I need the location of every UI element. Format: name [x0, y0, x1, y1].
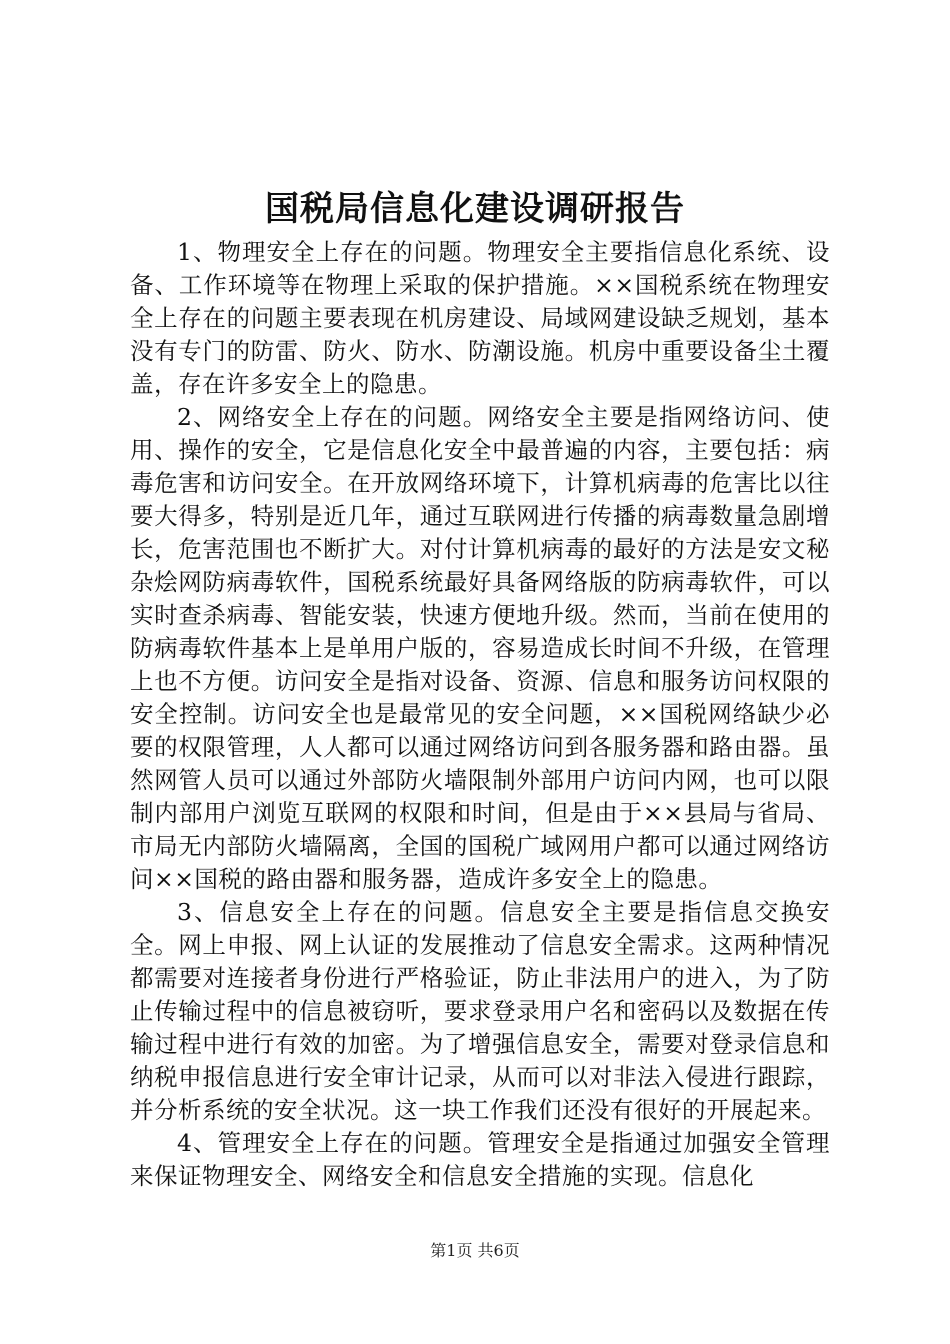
- paragraph-physical-security: 1、物理安全上存在的问题。物理安全主要指信息化系统、设备、工作环境等在物理上采取的保护措施。××国税系统在物理安全上存在的问题主要表现在机房建设、局域网建设缺乏规划，基本没有专门的防雷、防火、防水、防潮设施。机房中重要设备尘土覆盖，存在许多安全上的隐患。: [130, 238, 830, 398]
- page-number-footer: 第1页 共6页: [430, 1241, 520, 1260]
- paragraph-information-security: 3、信息安全上存在的问题。信息安全主要是指信息交换安全。网上申报、网上认证的发展推动了信息安全需求。这两种情况都需要对连接者身份进行严格验证，防止非法用户的进入，为了防止传输过程中的信息被窃听，要求登录用户名和密码以及数据在传输过程中进行有效的加密。为了增强信息安全，需要对登录信息和纳税申报信息进行安全审计记录，从而可以对非法入侵进行跟踪，并分析系统的安全状况。这一块工作我们还没有很好的开展起来。: [130, 898, 830, 1124]
- paragraph-network-security: 2、网络安全上存在的问题。网络安全主要是指网络访问、使用、操作的安全，它是信息化安全中最普遍的内容，主要包括：病毒危害和访问安全。在开放网络环境下，计算机病毒的危害比以往要大得多，特别是近几年，通过互联网进行传播的病毒数量急剧增长，危害范围也不断扩大。对付计算机病毒的最好的方法是安文秘杂烩网防病毒软件，国税系统最好具备网络版的防病毒软件，可以实时查杀病毒、智能安装，快速方便地升级。然而，当前在使用的防病毒软件基本上是单用户版的，容易造成长时间不升级，在管理上也不方便。访问安全是指对设备、资源、信息和服务访问权限的安全控制。访问安全也是最常见的安全问题，××国税网络缺少必要的权限管理，人人都可以通过网络访问到各服务器和路由器。虽然网管人员可以通过外部防火墙限制外部用户访问内网，也可以限制内部用户浏览互联网的权限和时间，但是由于××县局与省局、市局无内部防火墙隔离，全国的国税广域网用户都可以通过网络访问××国税的路由器和服务器，造成许多安全上的隐患。: [130, 403, 830, 893]
- paragraph-management-security: 4、管理安全上存在的问题。管理安全是指通过加强安全管理来保证物理安全、网络安全和信息安全措施的实现。信息化: [130, 1129, 830, 1190]
- document-title: 国税局信息化建设调研报告: [265, 189, 685, 229]
- document-body: [130, 236, 830, 1193]
